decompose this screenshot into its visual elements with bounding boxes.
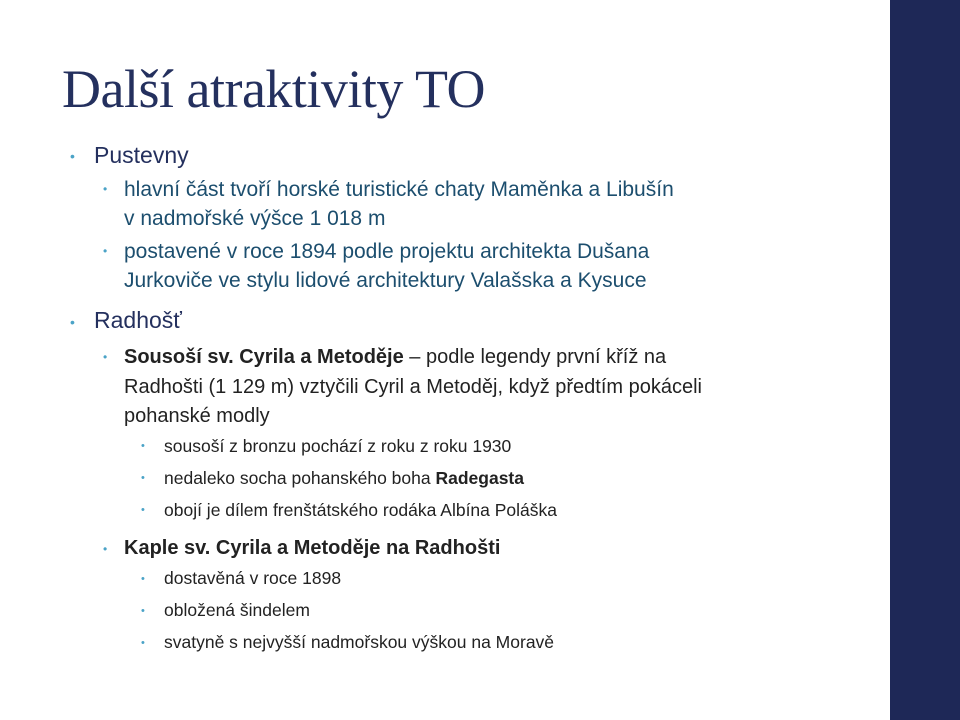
bullet-icon: • — [141, 472, 145, 484]
subpoint-sindel: obložená šindelem — [164, 600, 310, 620]
subpoint-radegast-text: nedaleko socha pohanského boha — [164, 468, 436, 488]
section-heading-pustevny: Pustevny — [94, 142, 189, 168]
sousosi-bold-label: Sousoší sv. Cyrila a Metoděje — [124, 346, 404, 368]
bullet-icon: • — [141, 440, 145, 452]
bullet-icon: • — [141, 573, 145, 585]
point-sousosi-line3: pohanské modly — [124, 405, 270, 427]
bullet-icon: • — [70, 148, 75, 164]
point-sousosi-line1 — [124, 342, 666, 372]
point-postavene-line2: Jurkoviče ve stylu lidové architektury Valašska a Kysuce — [124, 269, 647, 292]
point-chaty-line1: hlavní část tvoří horské turistické chaty Maměnka a Libušín — [124, 178, 674, 201]
decorative-right-band — [890, 0, 960, 720]
bullet-icon: • — [141, 637, 145, 649]
subpoint-radegast — [164, 468, 524, 489]
point-chaty-line2: v nadmořské výšce 1 018 m — [124, 207, 386, 230]
bullet-icon: • — [70, 314, 75, 330]
subpoint-bronz: sousoší z bronzu pochází z roku z roku 1930 — [164, 436, 512, 456]
point-postavene-line1: postavené v roce 1894 podle projektu architekta Dušana — [124, 240, 650, 263]
bullet-icon: • — [103, 350, 108, 364]
subpoint-svatyne: svatyně s nejvyšší nadmořskou výškou na Moravě — [164, 632, 555, 652]
section-heading-radhost: Radhošť — [94, 307, 182, 333]
kaple-bold-label: Kaple sv. Cyrila a Metoděje na Radhošti — [124, 537, 501, 559]
subpoint-polasek: obojí je dílem frenštátského rodáka Albína Poláška — [164, 500, 558, 520]
bullet-icon: • — [103, 542, 108, 556]
bullet-icon: • — [141, 504, 145, 516]
subpoint-dostavena: dostavěná v roce 1898 — [164, 568, 342, 588]
bullet-icon: • — [103, 182, 108, 196]
bullet-icon: • — [141, 605, 145, 617]
bullet-icon: • — [103, 244, 108, 258]
sousosi-rest: – podle legendy první kříž na — [403, 346, 667, 368]
slide-title: Další atraktivity TO — [62, 59, 485, 119]
point-sousosi-line2: Radhošti (1 129 m) vztyčili Cyril a Metoděj, když předtím pokáceli — [124, 376, 702, 398]
subpoint-radegast-bold: Radegasta — [435, 468, 524, 488]
point-kaple — [124, 533, 500, 563]
